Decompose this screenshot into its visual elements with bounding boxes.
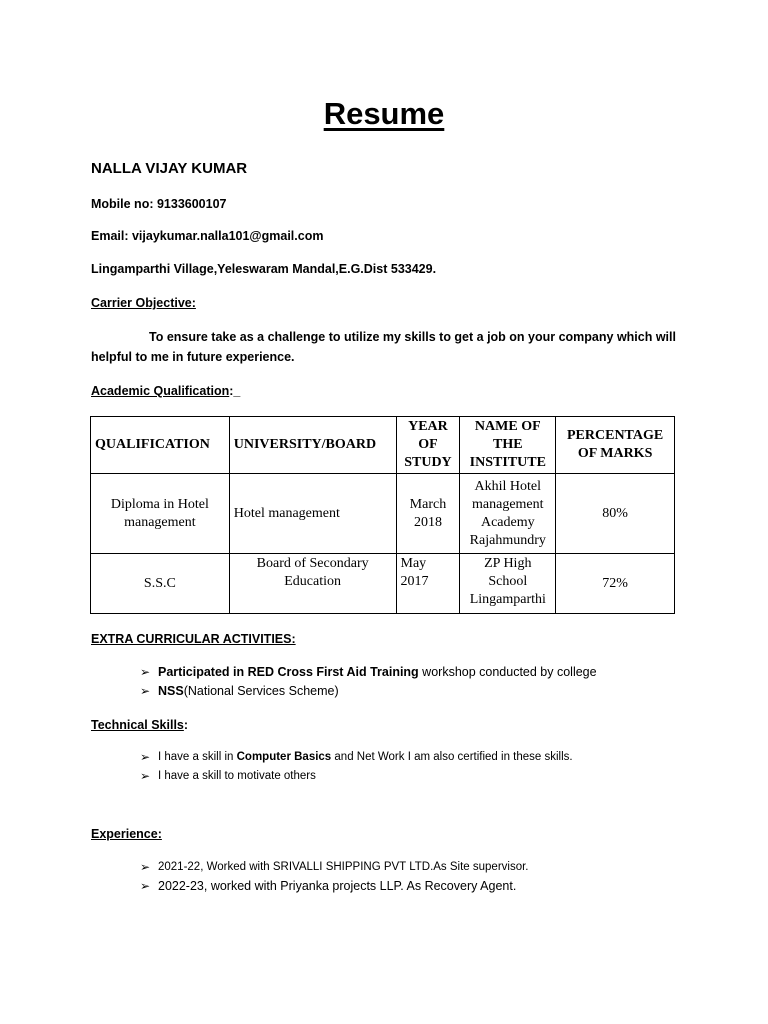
objective-text: To ensure take as a challenge to utilize my skills to get a job on your company which will helpful to me in future experience.	[91, 330, 676, 364]
table-cell: Akhil Hotel management Academy Rajahmundry	[460, 474, 556, 554]
table-cell: Board of Secondary Education	[229, 554, 396, 614]
table-cell: Diploma in Hotel management	[91, 474, 230, 554]
table-cell: S.S.C	[91, 554, 230, 614]
list-item	[140, 877, 529, 896]
extra-list	[140, 663, 597, 701]
arrow-bullet-icon: ➢	[140, 879, 151, 893]
table-cell: May 2017	[396, 554, 460, 614]
candidate-name: NALLA VIJAY KUMAR	[91, 160, 248, 177]
column-header: QUALIFICATION	[91, 417, 230, 474]
table-cell: Hotel management	[229, 474, 396, 554]
column-header: PERCENTAGE OF MARKS	[556, 417, 675, 474]
technical-heading-label: Technical Skills	[91, 718, 184, 732]
table-header-row	[91, 417, 675, 474]
list-item	[140, 767, 573, 786]
table-cell: ZP High School Lingamparthi	[460, 554, 556, 614]
item-text: 2022-23, worked with Priyanka projects LLP. As Recovery Agent.	[158, 879, 517, 893]
arrow-bullet-icon: ➢	[140, 665, 151, 679]
list-item	[140, 748, 573, 767]
item-bold-text: NSS	[158, 684, 184, 698]
column-header: NAME OF THE INSTITUTE	[460, 417, 556, 474]
table-cell: 80%	[556, 474, 675, 554]
experience-heading: Experience:	[91, 827, 162, 841]
arrow-bullet-icon: ➢	[140, 860, 151, 874]
mobile-line: Mobile no: 9133600107	[91, 197, 227, 211]
arrow-bullet-icon: ➢	[140, 750, 151, 764]
table-cell: 72%	[556, 554, 675, 614]
item-text: Participated in	[158, 665, 248, 679]
experience-list	[140, 858, 529, 896]
table-row	[91, 554, 675, 614]
list-item	[140, 858, 529, 877]
technical-list	[140, 748, 573, 786]
item-bold-text: Computer Basics	[236, 751, 332, 763]
item-text: I have a skill in	[158, 751, 237, 763]
address-line: Lingamparthi Village,Yeleswaram Mandal,E.G.Dist 533429.	[91, 262, 437, 276]
item-text: workshop conducted by college	[418, 665, 597, 679]
list-item	[140, 682, 597, 701]
table-cell: March 2018	[396, 474, 460, 554]
item-text: I have a skill to motivate others	[158, 770, 316, 782]
email-line: Email: vijaykumar.nalla101@gmail.com	[91, 229, 324, 243]
extra-heading: EXTRA CURRICULAR ACTIVITIES:	[91, 632, 296, 646]
item-bold-text: RED Cross First Aid Training	[247, 665, 419, 679]
item-text: and Net Work I am also certified in these skills.	[331, 751, 573, 763]
qualification-table	[90, 416, 675, 614]
arrow-bullet-icon: ➢	[140, 769, 151, 783]
column-header: UNIVERSITY/BOARD	[229, 417, 396, 474]
item-text: 2021-22, Worked with SRIVALLI SHIPPING PVT LTD.As Site supervisor.	[158, 861, 529, 873]
column-header: YEAR OF STUDY	[396, 417, 460, 474]
technical-heading-suffix: :	[183, 718, 189, 732]
document-title: Resume	[323, 96, 445, 131]
academic-heading-suffix: :_	[229, 384, 241, 398]
objective-heading: Carrier Objective:	[91, 296, 196, 310]
technical-heading	[91, 718, 188, 732]
item-text: (National Services Scheme)	[183, 684, 339, 698]
arrow-bullet-icon: ➢	[140, 684, 151, 698]
list-item	[140, 663, 597, 682]
academic-heading-label: Academic Qualification	[91, 384, 230, 398]
academic-heading	[91, 384, 240, 398]
table-row	[91, 474, 675, 554]
